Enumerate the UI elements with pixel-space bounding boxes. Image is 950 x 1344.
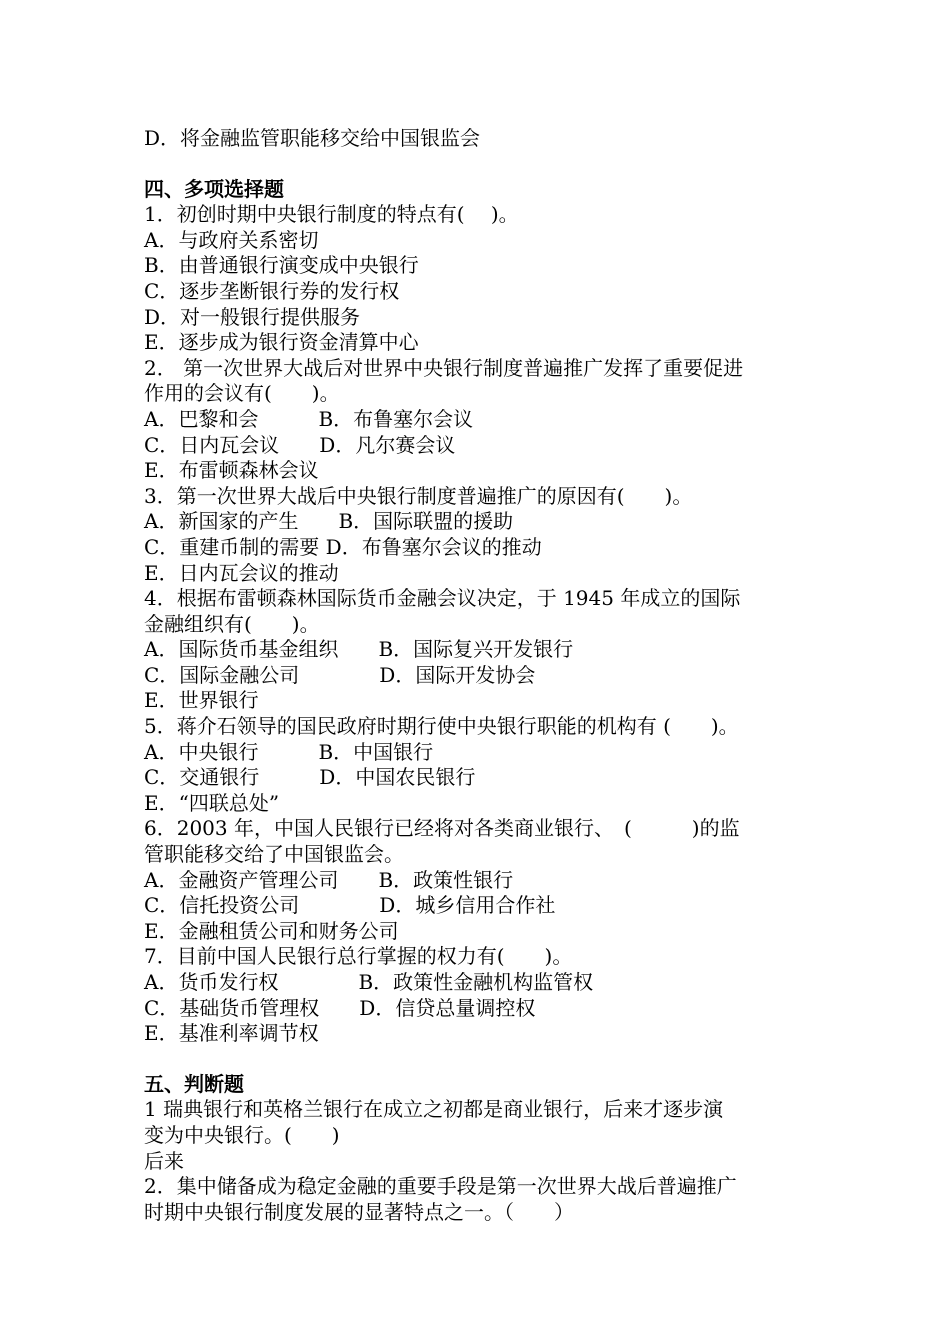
question-stem-line1: 4．根据布雷顿森林国际货币金融会议决定，于 1945 年成立的国际 [144, 586, 741, 611]
option-c: C．逐步垄断银行券的发行权 [144, 278, 400, 303]
options-a-b: A．中央银行 B．中国银行 [144, 739, 434, 764]
question-stem-line2: 金融组织有( )。 [144, 611, 320, 636]
question-stem-line1: 2．集中储备成为稳定金融的重要手段是第一次世界大战后普遍推广 [144, 1174, 737, 1199]
question-6 [144, 816, 814, 944]
option-e: E．世界银行 [144, 688, 259, 713]
options-c-d: C．国际金融公司 D．国际开发协会 [144, 662, 536, 687]
question-stem: 3．第一次世界大战后中央银行制度普遍推广的原因有( )。 [144, 483, 693, 508]
options-c-d: C．交通银行 D．中国农民银行 [144, 765, 476, 790]
question-5 [144, 714, 814, 816]
option-b: B．由普通银行演变成中央银行 [144, 253, 419, 278]
options-a-b: A．金融资产管理公司 B．政策性银行 [144, 867, 514, 892]
question-stem-line2: 管职能移交给了中国银监会。 [144, 842, 404, 867]
options-a-b: A．巴黎和会 B．布鲁塞尔会议 [144, 406, 474, 431]
section-title-multiple-choice: 四、多项选择题 [144, 176, 284, 201]
option-d: D．对一般银行提供服务 [144, 304, 361, 329]
option-e: E．布雷顿森林会议 [144, 458, 319, 483]
section-title-true-false: 五、判断题 [144, 1071, 244, 1096]
question-stem-line2: 作用的会议有( )。 [144, 381, 340, 406]
options-a-b: A．货币发行权 B．政策性金融机构监管权 [144, 970, 594, 994]
question-1 [144, 202, 814, 356]
options-a-b: A．新国家的产生 B．国际联盟的援助 [144, 509, 514, 534]
judgment-question-2 [144, 1174, 814, 1225]
options-a-b: A．国际货币基金组织 B．国际复兴开发银行 [144, 637, 574, 662]
option-e: E．基准利率调节权 [144, 1021, 319, 1046]
question-4 [144, 586, 814, 714]
option-d-previous: D．将金融监管职能移交给中国银监会 [144, 126, 481, 150]
question-stem-line2: 时期中央银行制度发展的显著特点之一。（ ） [144, 1199, 574, 1224]
question-3 [144, 484, 814, 586]
options-c-d: C．基础货币管理权 D．信贷总量调控权 [144, 995, 536, 1020]
question-stem-line1: 1 瑞典银行和英格兰银行在成立之初都是商业银行，后来才逐步演 [144, 1097, 724, 1122]
question-stem-line2: 变为中央银行。( ) [144, 1122, 340, 1147]
option-e: E．逐步成为银行资金清算中心 [144, 330, 419, 355]
question-7 [144, 944, 814, 1046]
option-e: E．“四联总处” [144, 790, 280, 815]
question-stem-line1: 2． 第一次世界大战后对世界中央银行制度普遍推广发挥了重要促进 [144, 355, 744, 380]
option-e: E．金融租赁公司和财务公司 [144, 918, 399, 943]
judgment-question-1 [144, 1097, 814, 1174]
answer-note: 后来 [144, 1148, 184, 1173]
question-stem: 1．初创时期中央银行制度的特点有( )。 [144, 202, 519, 227]
options-c-d: C．日内瓦会议 D．凡尔赛会议 [144, 432, 456, 457]
option-e: E．日内瓦会议的推动 [144, 560, 339, 585]
question-stem-line1: 6．2003 年，中国人民银行已经将对各类商业银行、 ( )的监 [144, 816, 740, 841]
document-page [144, 126, 814, 1225]
options-c-d: C．信托投资公司 D．城乡信用合作社 [144, 893, 556, 918]
option-a: A．与政府关系密切 [144, 227, 319, 252]
question-stem: 5．蒋介石领导的国民政府时期行使中央银行职能的机构有 ( )。 [144, 714, 739, 739]
question-2 [144, 356, 814, 484]
question-stem: 7．目前中国人民银行总行掌握的权力有( )。 [144, 944, 573, 969]
options-c-d: C．重建币制的需要 D．布鲁塞尔会议的推动 [144, 534, 542, 559]
